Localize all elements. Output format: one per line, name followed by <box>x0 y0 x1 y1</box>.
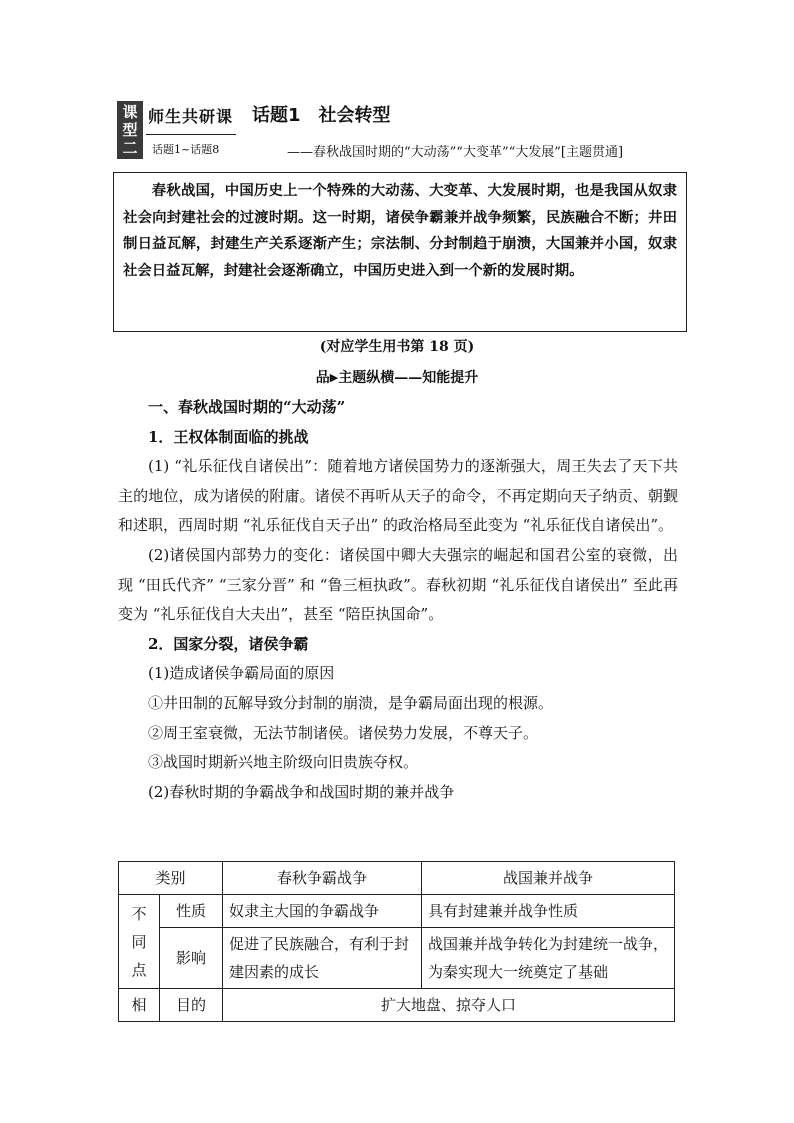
table-header-cell: 类别 <box>119 862 223 895</box>
table-cell: 促进了民族融合，有利于封建因素的成长 <box>223 928 422 989</box>
table-cell: 具有封建兼并战争性质 <box>422 895 675 928</box>
diff-label-char: 同 <box>131 932 147 951</box>
page-reference: (对应学生用书第 18 页) <box>319 339 475 355</box>
table-row <box>119 989 675 1022</box>
diff-label-char: 点 <box>131 960 147 979</box>
body-text <box>118 393 678 807</box>
badge-char: 型 <box>122 121 138 139</box>
play-arrow-icon: ▶ <box>329 371 339 384</box>
table-cell: 扩大地盘、掠夺人口 <box>223 989 675 1022</box>
intro-box <box>113 172 687 332</box>
course-name: 师生共研课 <box>148 107 234 126</box>
badge-char: 课 <box>122 103 138 121</box>
subsection-heading: 2．国家分裂，诸侯争霸 <box>148 634 309 653</box>
table-row <box>119 928 675 989</box>
module-prefix: 品 <box>315 370 330 386</box>
paragraph: (1)造成诸侯争霸局面的原因 <box>148 664 335 683</box>
module-heading <box>0 367 794 387</box>
badge-char: 二 <box>122 139 138 157</box>
course-underline <box>146 134 236 135</box>
table-header-cell: 春秋争霸战争 <box>223 862 422 895</box>
diff-label-char: 不 <box>131 904 147 923</box>
paragraph: (2)春秋时期的争霸战争和战国时期的兼并战争 <box>148 782 455 801</box>
comparison-table <box>118 861 675 1022</box>
paragraph: ③战国时期新兴地主阶级向旧贵族夺权。 <box>148 753 419 772</box>
table-header-row <box>119 862 675 895</box>
course-type-badge <box>117 101 143 159</box>
row-key-cell: 影响 <box>160 928 223 989</box>
paragraph: (2)诸侯国内部势力的变化：诸侯国中卿大夫强宗的崛起和国君公室的衰微，出现 “田氏代齐” “三家分晋” 和 “鲁三桓执政”。春秋初期 “礼乐征伐自诸侯出” 至此再变为 “礼乐征伐自大夫出”，甚至 “陪臣执国命”。 <box>118 545 678 624</box>
page-title: 话题1 社会转型 <box>252 105 391 126</box>
paragraph: ①井田制的瓦解导致分封制的崩溃，是争霸局面出现的根源。 <box>148 693 554 712</box>
table-header-cell: 战国兼并战争 <box>422 862 675 895</box>
subsection-heading: 1．王权体制面临的挑战 <box>148 427 309 446</box>
page-subtitle: ——春秋战国时期的“大动荡”“大变革”“大发展”[主题贯通] <box>287 145 624 160</box>
module-label: 主题纵横——知能提升 <box>338 370 479 386</box>
row-key-cell: 目的 <box>160 989 223 1022</box>
table-cell: 奴隶主大国的争霸战争 <box>223 895 422 928</box>
row-key-cell: 性质 <box>160 895 223 928</box>
table-cell: 战国兼并战争转化为封建统一战争，为秦实现大一统奠定了基础 <box>422 928 675 989</box>
same-label-cell: 相 <box>119 989 160 1022</box>
paragraph: (1) “礼乐征伐自诸侯出”：随着地方诸侯国势力的逐渐强大，周王失去了天下共主的地位，成为诸侯的附庸。诸侯不再听从天子的命令，不再定期向天子纳贡、朝觐和述职，西周时期 “礼乐征伐自天子出” 的政治格局至此变为 “礼乐征伐自诸侯出”。 <box>118 457 678 535</box>
section-heading: 一、春秋战国时期的“大动荡” <box>148 398 346 416</box>
intro-text: 春秋战国，中国历史上一个特殊的大动荡、大变革、大发展时期，也是我国从奴隶社会向封建社会的过渡时期。这一时期，诸侯争霸兼并战争频繁，民族融合不断；井田制日益瓦解，封建生产关系逐渐产生；宗法制、分封制趋于崩溃，大国兼并小国，奴隶社会日益瓦解，封建社会逐渐确立，中国历史进入到一个新的发展时期。 <box>123 183 677 279</box>
diff-label-cell <box>119 895 160 989</box>
paragraph: ②周王室衰微，无法节制诸侯。诸侯势力发展，不尊天子。 <box>148 723 539 742</box>
table-row <box>119 895 675 928</box>
topic-range: 话题1~话题8 <box>152 143 220 156</box>
